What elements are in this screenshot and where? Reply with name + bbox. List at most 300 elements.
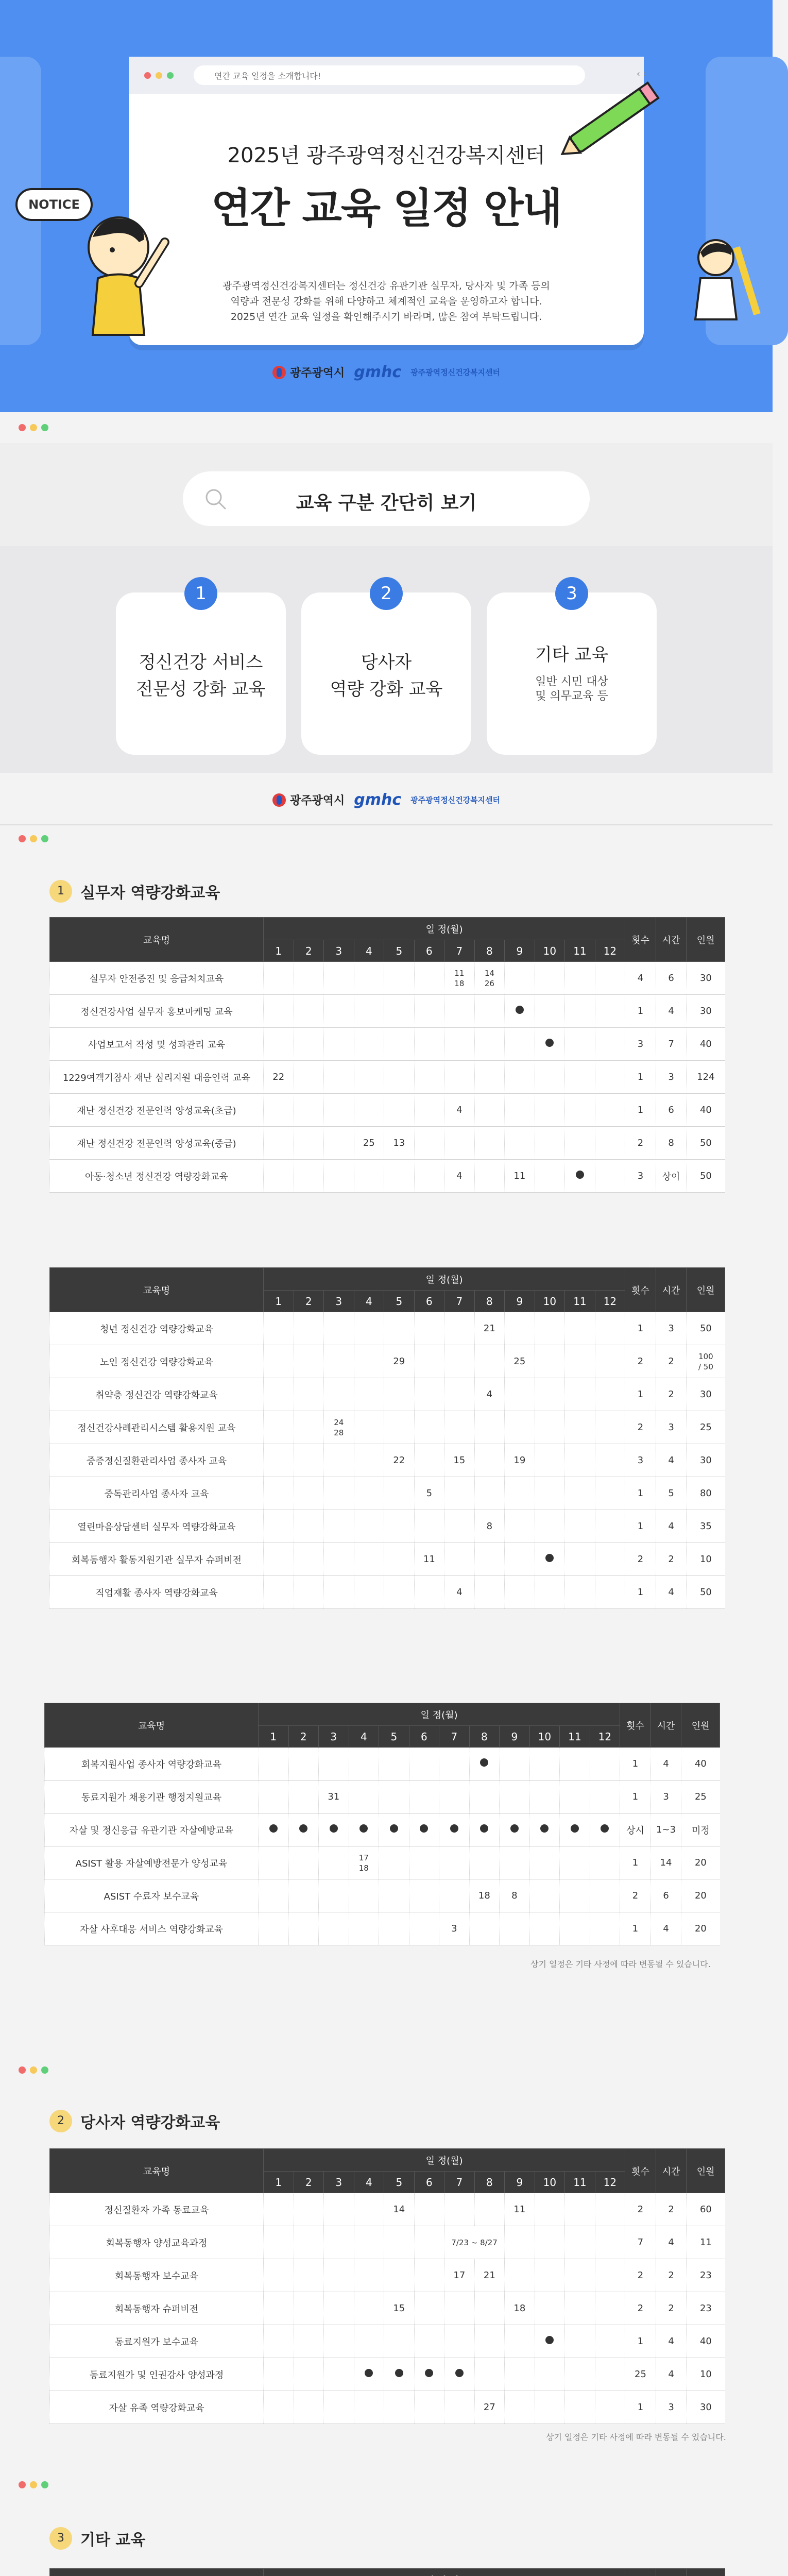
course-name <box>50 1028 264 1061</box>
people-cell <box>687 1411 725 1444</box>
people-cell <box>681 1912 720 1945</box>
month-cell <box>439 1846 470 1879</box>
month-cell-dot <box>354 2358 384 2391</box>
month-cell <box>595 1444 625 1477</box>
course-name <box>45 1814 259 1846</box>
month-cell-date: 18 <box>358 1863 369 1873</box>
month-cell <box>409 1781 439 1814</box>
people-value: 40 <box>694 1758 707 1769</box>
month-cell <box>354 1543 384 1576</box>
month-cell <box>565 1444 595 1477</box>
month-header: 8 <box>469 1726 500 1748</box>
month-cell <box>294 2226 324 2259</box>
gmhc-logo: gmhc <box>354 791 402 809</box>
course-name-text: 정신건강사례관리시스템 활용지원 교육 <box>77 1422 236 1434</box>
month-cell <box>288 1912 319 1945</box>
month-cell <box>294 995 324 1028</box>
month-cell <box>444 962 475 995</box>
month-cell <box>324 1510 354 1543</box>
hours-cell: 4 <box>650 1748 681 1781</box>
quick-view-searchbar <box>183 471 590 526</box>
month-cell-date: 14 <box>393 2204 405 2215</box>
month-cell <box>294 1543 324 1576</box>
month-cell <box>505 1094 535 1127</box>
month-cell <box>560 1781 590 1814</box>
month-cell-date: 11 <box>513 1171 526 1181</box>
course-name <box>50 1345 264 1378</box>
month-cell <box>294 2259 324 2292</box>
month-cell <box>384 1510 415 1543</box>
month-cell-date: 25 <box>513 1356 526 1367</box>
month-header: 12 <box>595 940 625 962</box>
month-cell <box>474 1094 505 1127</box>
people-value: 40 <box>699 2336 712 2347</box>
month-cell <box>595 1312 625 1345</box>
people-cell <box>687 1345 725 1378</box>
month-cell <box>264 1094 294 1127</box>
gmhc-logo: gmhc <box>354 363 402 381</box>
section-title: 기타 교육 <box>80 2531 146 2549</box>
people-value: 25 <box>694 1791 707 1802</box>
table-row <box>50 2193 725 2226</box>
month-cell <box>319 1781 349 1814</box>
month-cell <box>469 1781 500 1814</box>
people-value: 35 <box>699 1521 712 1532</box>
month-cell <box>474 1411 505 1444</box>
scheduled-dot-icon <box>450 1824 458 1833</box>
count-cell: 1 <box>625 2325 656 2358</box>
count-cell: 2 <box>625 2292 656 2325</box>
course-name <box>50 1312 264 1345</box>
people-cell <box>687 995 725 1028</box>
month-cell <box>505 1510 535 1543</box>
hours-cell: 14 <box>650 1846 681 1879</box>
month-cell <box>414 1312 444 1345</box>
month-cell-dot <box>384 2358 415 2391</box>
month-cell <box>414 1411 444 1444</box>
month-cell <box>595 1378 625 1411</box>
month-cell <box>294 2325 324 2358</box>
month-cell <box>264 2325 294 2358</box>
course-name <box>50 2226 264 2259</box>
card-title: 당사자 역량 강화 교육 <box>330 652 443 700</box>
month-cell <box>505 1543 535 1576</box>
course-name-text: 동료지원가 보수교육 <box>114 2336 199 2348</box>
course-name <box>50 1477 264 1510</box>
month-cell <box>409 1912 439 1945</box>
hours-cell: 3 <box>656 1312 687 1345</box>
month-cell-dot <box>414 2358 444 2391</box>
scheduled-dot-icon <box>365 2369 373 2377</box>
url-bar <box>194 65 647 85</box>
month-cell <box>264 1312 294 1345</box>
month-cell-date: 14 <box>484 968 494 978</box>
month-cell <box>444 1160 475 1193</box>
month-header: 1 <box>264 1291 294 1312</box>
month-cell <box>595 2193 625 2226</box>
month-header: 7 <box>444 1291 475 1312</box>
course-name-text: 재난 정신건강 전문인력 양성교육(중급) <box>77 1138 236 1149</box>
col-header-people: 인원 <box>687 918 725 962</box>
course-name-text: 열린마음상담센터 실무자 역량강화교육 <box>77 1521 236 1533</box>
month-cell <box>264 2292 294 2325</box>
course-name <box>50 1378 264 1411</box>
card-number-badge: 2 <box>370 577 403 610</box>
count-cell: 2 <box>625 2193 656 2226</box>
month-cell <box>414 1094 444 1127</box>
month-cell <box>264 1411 294 1444</box>
people-cell <box>687 1127 725 1160</box>
month-cell <box>288 1879 319 1912</box>
scheduled-dot-icon <box>545 1554 554 1562</box>
month-cell <box>414 1510 444 1543</box>
month-cell <box>469 1846 500 1879</box>
month-cell-date: 13 <box>393 1138 405 1148</box>
course-name-text: 자살 유족 역량강화교육 <box>109 2402 204 2414</box>
month-cell <box>264 1061 294 1094</box>
month-cell <box>505 1378 535 1411</box>
hours-cell: 3 <box>656 1411 687 1444</box>
month-cell <box>259 1912 289 1945</box>
month-cell <box>324 1345 354 1378</box>
month-header: 4 <box>354 2172 384 2193</box>
month-cell-dot <box>379 1814 409 1846</box>
month-cell <box>535 1160 565 1193</box>
people-value: 50 <box>699 1587 712 1598</box>
month-cell-dot <box>535 1028 565 1061</box>
scheduled-dot-icon <box>269 1824 278 1833</box>
people-cell <box>681 1748 720 1781</box>
month-cell <box>384 1312 415 1345</box>
count-cell: 4 <box>625 962 656 995</box>
scheduled-dot-icon <box>480 1758 488 1767</box>
month-cell <box>474 2193 505 2226</box>
month-header: 2 <box>294 940 324 962</box>
month-cell <box>324 1061 354 1094</box>
month-cell <box>384 1160 415 1193</box>
people-value: 20 <box>694 1857 707 1868</box>
month-cell <box>324 2391 354 2424</box>
month-cell <box>354 1411 384 1444</box>
col-header-people: 인원 <box>687 1268 725 1312</box>
month-cell <box>444 1444 475 1477</box>
month-cell <box>444 2292 475 2325</box>
count-cell: 2 <box>620 1879 651 1912</box>
month-cell <box>264 1510 294 1543</box>
col-header-count: 횟수 <box>625 2149 656 2193</box>
month-header: 6 <box>414 940 444 962</box>
month-cell <box>264 1576 294 1609</box>
people-value: 23 <box>699 2270 712 2281</box>
month-cell <box>474 962 505 995</box>
table-row <box>50 1378 725 1411</box>
month-cell <box>414 2325 444 2358</box>
month-cell <box>384 1094 415 1127</box>
month-cell <box>319 1748 349 1781</box>
month-cell <box>595 995 625 1028</box>
month-header: 10 <box>529 1726 560 1748</box>
col-header-name: 교육명 <box>50 918 264 962</box>
people-cell <box>687 1543 725 1576</box>
month-cell-date: 21 <box>483 2270 495 2281</box>
count-cell: 3 <box>625 1444 656 1477</box>
month-cell <box>288 1846 319 1879</box>
people-value: 50 <box>699 1138 712 1148</box>
course-name <box>50 2325 264 2358</box>
month-cell-date: 3 <box>451 1923 457 1934</box>
month-header: 3 <box>324 940 354 962</box>
month-cell <box>319 1879 349 1912</box>
gwangju-mark-icon <box>272 366 286 379</box>
category-card-3 <box>487 583 657 755</box>
col-header-name: 교육명 <box>50 2149 264 2193</box>
count-cell: 3 <box>625 1028 656 1061</box>
hours-cell: 4 <box>656 2358 687 2391</box>
people-value: 80 <box>699 1488 712 1499</box>
course-name <box>50 2193 264 2226</box>
month-cell <box>590 1781 620 1814</box>
month-cell <box>535 1061 565 1094</box>
scheduled-dot-icon <box>576 1171 584 1179</box>
month-cell <box>354 1378 384 1411</box>
month-cell <box>565 1411 595 1444</box>
count-cell: 1 <box>625 1477 656 1510</box>
course-name-text: 회복동행자 슈퍼비전 <box>114 2303 199 2315</box>
section-number-badge: 1 <box>49 880 72 903</box>
month-cell <box>535 1411 565 1444</box>
month-cell <box>384 1345 415 1378</box>
month-cell <box>294 1094 324 1127</box>
count-cell: 1 <box>625 2391 656 2424</box>
course-name-text: 자살 및 정신응급 유관기관 자살예방교육 <box>69 1825 234 1836</box>
hours-cell: 2 <box>656 1345 687 1378</box>
course-name-text: 사업보고서 작성 및 성과관리 교육 <box>88 1039 226 1050</box>
month-header: 5 <box>379 1726 409 1748</box>
month-cell <box>354 2325 384 2358</box>
month-cell <box>384 2259 415 2292</box>
hours-cell: 4 <box>656 1576 687 1609</box>
month-cell <box>264 2259 294 2292</box>
month-cell <box>565 1378 595 1411</box>
month-cell <box>414 1576 444 1609</box>
month-cell <box>474 2391 505 2424</box>
month-cell <box>324 2193 354 2226</box>
month-cell <box>414 2226 444 2259</box>
table-row <box>50 1127 725 1160</box>
people-value: 11 <box>699 2237 712 2248</box>
scheduled-dot-icon <box>480 1824 488 1833</box>
month-header: 4 <box>349 1726 379 1748</box>
window-dot-yellow <box>156 72 162 79</box>
hours-cell: 2 <box>656 2193 687 2226</box>
hours-cell: 4 <box>656 2325 687 2358</box>
month-cell <box>324 1543 354 1576</box>
month-header: 2 <box>294 1291 324 1312</box>
month-cell <box>590 1912 620 1945</box>
count-cell: 1 <box>625 1510 656 1543</box>
course-name <box>50 1061 264 1094</box>
month-header: 1 <box>264 940 294 962</box>
month-cell <box>324 1094 354 1127</box>
month-cell-range: 7/23 ~ 8/27 <box>444 2226 505 2259</box>
section-title: 실무자 역량강화교육 <box>80 884 220 902</box>
month-header: 7 <box>439 1726 470 1748</box>
month-header: 9 <box>505 1291 535 1312</box>
month-cell-dot <box>439 1814 470 1846</box>
month-cell-date: 8 <box>511 1890 518 1901</box>
month-cell-date: 27 <box>483 2402 495 2413</box>
month-cell <box>354 995 384 1028</box>
month-cell <box>264 1127 294 1160</box>
month-cell <box>535 2358 565 2391</box>
month-cell <box>384 2226 415 2259</box>
month-cell <box>354 2259 384 2292</box>
month-cell <box>474 1028 505 1061</box>
month-cell <box>384 2292 415 2325</box>
month-cell <box>529 1912 560 1945</box>
month-cell-date: 4 <box>456 1587 462 1598</box>
course-name-text: 회복동행자 양성교육과정 <box>106 2238 208 2249</box>
month-cell <box>414 1061 444 1094</box>
hours-cell: 4 <box>656 2226 687 2259</box>
month-cell <box>505 1127 535 1160</box>
month-cell <box>444 1411 475 1444</box>
month-header: 12 <box>595 1291 625 1312</box>
course-name <box>45 1781 259 1814</box>
table-row <box>50 1477 725 1510</box>
col-header-hours: 시간 <box>650 1703 681 1748</box>
month-cell <box>560 1879 590 1912</box>
course-name <box>45 1912 259 1945</box>
course-name-text: 아동·청소년 정신건강 역량강화교육 <box>85 1171 228 1182</box>
month-cell <box>414 1543 444 1576</box>
month-cell <box>474 1510 505 1543</box>
hero-title: 연간 교육 일정 안내 <box>211 184 561 232</box>
month-cell <box>288 1748 319 1781</box>
month-cell <box>384 1477 415 1510</box>
table-row <box>50 995 725 1028</box>
schedule-footnote: 상기 일정은 기타 사정에 따라 변동될 수 있습니다. <box>546 2432 726 2442</box>
month-header: 12 <box>590 1726 620 1748</box>
month-cell <box>474 1127 505 1160</box>
month-cell <box>324 995 354 1028</box>
section-2-header <box>49 2110 220 2132</box>
month-cell <box>595 1543 625 1576</box>
month-cell <box>474 2358 505 2391</box>
people-cell <box>687 1094 725 1127</box>
count-cell: 1 <box>620 1781 651 1814</box>
scheduled-dot-icon <box>420 1824 428 1833</box>
hours-cell: 4 <box>656 1444 687 1477</box>
month-cell-date: 29 <box>393 1356 405 1367</box>
col-header-schedule: 일 정(월) <box>264 1268 625 1291</box>
scheduled-dot-icon <box>390 1824 398 1833</box>
section-dots <box>19 423 53 433</box>
month-cell <box>294 962 324 995</box>
month-header: 2 <box>294 2172 324 2193</box>
col-header-count: 횟수 <box>625 1268 656 1312</box>
col-header-name: 교육명 <box>45 1703 259 1748</box>
course-name-text: 자살 사후대응 서비스 역량강화교육 <box>80 1924 223 1935</box>
course-name-text: 회복동행자 활동지원기관 실무자 슈퍼비전 <box>71 1554 242 1566</box>
month-cell <box>264 2391 294 2424</box>
month-cell <box>264 1028 294 1061</box>
month-cell-date: 11 <box>513 2204 526 2215</box>
table-row <box>50 1576 725 1609</box>
course-name-text: 취약층 정신건강 역량강화교육 <box>95 1389 218 1401</box>
course-name-text: 동료지원가 채용기관 행정지원교육 <box>81 1792 222 1803</box>
month-cell <box>505 962 535 995</box>
people-value: 100 <box>698 1351 713 1361</box>
month-cell <box>294 1444 324 1477</box>
scheduled-dot-icon <box>425 2369 433 2377</box>
people-cell <box>687 1312 725 1345</box>
month-cell <box>379 1879 409 1912</box>
month-cell <box>324 1411 354 1444</box>
course-name <box>50 1411 264 1444</box>
month-cell <box>414 995 444 1028</box>
month-cell <box>595 1576 625 1609</box>
col-header-name: 교육명 <box>50 1268 264 1312</box>
card-number-badge: 3 <box>555 577 588 610</box>
window-dot-green <box>167 72 174 79</box>
month-cell <box>444 1028 475 1061</box>
schedule-table-3 <box>44 1703 720 1945</box>
month-header: 7 <box>444 2172 475 2193</box>
month-cell-date: 17 <box>453 2270 466 2281</box>
month-cell <box>259 1879 289 1912</box>
month-cell <box>565 1127 595 1160</box>
people-cell <box>687 1477 725 1510</box>
col-header-count <box>625 2569 656 2576</box>
month-cell-date: 19 <box>513 1455 526 1466</box>
month-cell <box>535 1094 565 1127</box>
course-name <box>50 2358 264 2391</box>
month-cell <box>565 1510 595 1543</box>
month-cell <box>444 1345 475 1378</box>
month-cell <box>354 2391 384 2424</box>
people-cell <box>687 1444 725 1477</box>
month-header: 11 <box>560 1726 590 1748</box>
month-cell-date: 4 <box>486 1389 493 1400</box>
course-name-text: 실무자 안전증진 및 응급처치교육 <box>89 973 224 985</box>
month-cell <box>535 2292 565 2325</box>
hero-description <box>206 278 567 325</box>
people-cell <box>687 1160 725 1193</box>
month-cell-date: 21 <box>483 1323 495 1334</box>
month-cell <box>414 2193 444 2226</box>
month-cell <box>474 1477 505 1510</box>
month-cell <box>505 2292 535 2325</box>
month-cell <box>354 2292 384 2325</box>
hours-cell: 2 <box>656 2292 687 2325</box>
month-cell-date: 22 <box>272 1072 285 1082</box>
course-name <box>50 1444 264 1477</box>
col-header-people: 인원 <box>687 2149 725 2193</box>
course-name <box>50 1160 264 1193</box>
month-header: 8 <box>474 1291 505 1312</box>
month-cell <box>595 1094 625 1127</box>
table-row <box>50 1411 725 1444</box>
table-row <box>50 1028 725 1061</box>
month-cell <box>324 1576 354 1609</box>
count-cell: 2 <box>625 1411 656 1444</box>
month-cell-date: 31 <box>328 1791 340 1802</box>
month-cell <box>414 1160 444 1193</box>
course-name <box>45 1879 259 1912</box>
month-cell <box>414 1345 444 1378</box>
month-cell <box>354 1160 384 1193</box>
